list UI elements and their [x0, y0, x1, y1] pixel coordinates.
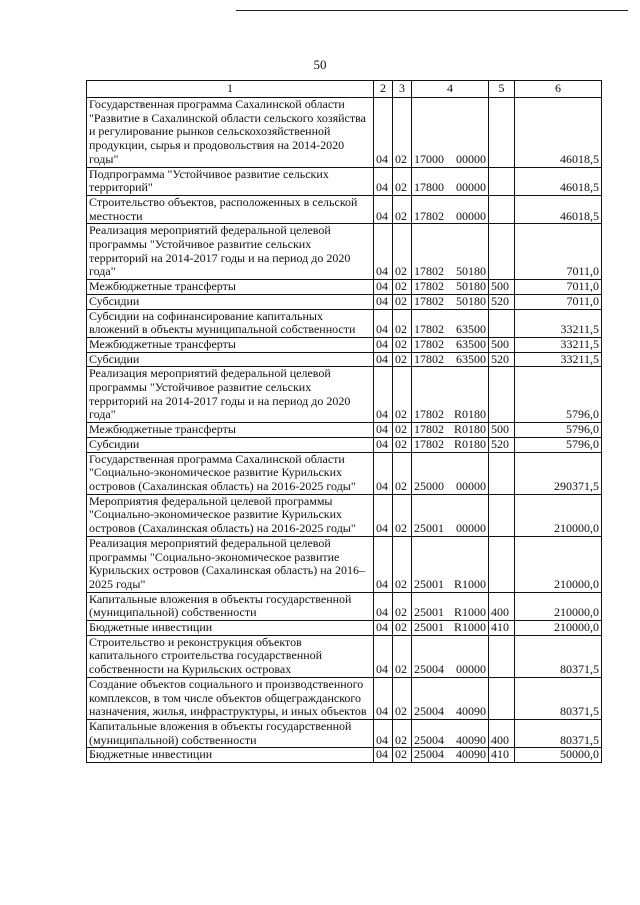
cell-name: Бюджетные инвестиции [87, 748, 374, 763]
cell-target-code [412, 195, 489, 223]
cell-expense-type [489, 452, 515, 494]
cell-target-code [412, 98, 489, 168]
col-header-3: 3 [393, 81, 412, 98]
cell-rz: 04 [374, 352, 393, 367]
cell-amount: 33211,5 [515, 309, 602, 337]
cell-rz: 04 [374, 337, 393, 352]
cell-target-code [412, 592, 489, 620]
cell-expense-type: 520 [489, 294, 515, 309]
cell-rz: 04 [374, 195, 393, 223]
cell-target-code [412, 337, 489, 352]
cell-target-code-part2: R1000 [453, 620, 486, 635]
table-row [87, 337, 602, 352]
cell-target-code-part2: 40090 [456, 732, 486, 747]
col-header-2: 2 [374, 81, 393, 98]
table-row [87, 677, 602, 719]
cell-amount: 210000,0 [515, 536, 602, 592]
cell-name: Субсидии [87, 294, 374, 309]
cell-expense-type [489, 635, 515, 677]
cell-pr: 02 [393, 635, 412, 677]
cell-pr: 02 [393, 677, 412, 719]
table-row [87, 352, 602, 367]
table-row [87, 367, 602, 423]
cell-amount: 80371,5 [515, 635, 602, 677]
cell-pr: 02 [393, 337, 412, 352]
cell-target-code [412, 677, 489, 719]
cell-target-code [412, 635, 489, 677]
cell-target-code-part1: 25004 [414, 662, 444, 677]
cell-amount: 80371,5 [515, 719, 602, 747]
cell-target-code [412, 452, 489, 494]
cell-target-code [412, 224, 489, 280]
cell-amount: 33211,5 [515, 337, 602, 352]
cell-pr: 02 [393, 592, 412, 620]
col-header-1: 1 [87, 81, 374, 98]
cell-amount: 80371,5 [515, 677, 602, 719]
cell-amount: 7011,0 [515, 280, 602, 295]
cell-pr: 02 [393, 352, 412, 367]
cell-amount: 7011,0 [515, 294, 602, 309]
table-row [87, 423, 602, 438]
cell-amount: 210000,0 [515, 592, 602, 620]
cell-name: Межбюджетные трансферты [87, 280, 374, 295]
cell-target-code-part2: 00000 [456, 151, 486, 166]
cell-pr: 02 [393, 367, 412, 423]
cell-pr: 02 [393, 621, 412, 636]
cell-amount: 50000,0 [515, 748, 602, 763]
cell-pr: 02 [393, 98, 412, 168]
cell-name: Бюджетные инвестиции [87, 621, 374, 636]
cell-rz: 04 [374, 98, 393, 168]
cell-target-code-part2: 00000 [456, 478, 486, 493]
cell-target-code-part1: 25004 [414, 732, 444, 747]
cell-target-code-part2: R1000 [453, 576, 486, 591]
table-row [87, 98, 602, 168]
cell-amount: 46018,5 [515, 195, 602, 223]
cell-expense-type: 500 [489, 280, 515, 295]
cell-expense-type [489, 98, 515, 168]
cell-amount: 33211,5 [515, 352, 602, 367]
cell-pr: 02 [393, 195, 412, 223]
table-row [87, 536, 602, 592]
cell-pr: 02 [393, 309, 412, 337]
cell-target-code-part2: 00000 [456, 208, 486, 223]
cell-name: Межбюджетные трансферты [87, 337, 374, 352]
cell-expense-type [489, 224, 515, 280]
cell-target-code-part1: 17802 [414, 336, 444, 351]
cell-pr: 02 [393, 452, 412, 494]
cell-rz: 04 [374, 677, 393, 719]
cell-amount: 210000,0 [515, 621, 602, 636]
table-row [87, 294, 602, 309]
table-body [87, 98, 602, 763]
cell-expense-type: 500 [489, 423, 515, 438]
cell-name: Субсидии [87, 437, 374, 452]
cell-rz: 04 [374, 592, 393, 620]
cell-expense-type: 410 [489, 748, 515, 763]
cell-pr: 02 [393, 423, 412, 438]
cell-rz: 04 [374, 621, 393, 636]
cell-amount: 5796,0 [515, 367, 602, 423]
cell-target-code [412, 494, 489, 536]
table-row [87, 748, 602, 763]
cell-name: Субсидии [87, 352, 374, 367]
cell-rz: 04 [374, 536, 393, 592]
page-number: 50 [313, 57, 327, 72]
cell-target-code-part2: R0180 [453, 422, 486, 437]
cell-name: Реализация мероприятий федеральной целевой программы "Устойчивое развитие сельских территорий на 2014-2017 годы и на период до 2020 года" [87, 224, 374, 280]
header-row [87, 81, 602, 98]
cell-target-code [412, 309, 489, 337]
cell-target-code-part1: 17802 [414, 322, 444, 337]
cell-name: Межбюджетные трансферты [87, 423, 374, 438]
cell-amount: 46018,5 [515, 98, 602, 168]
cell-target-code-part1: 17802 [414, 436, 444, 451]
cell-name: Строительство и реконструкция объектов капитального строительства государственной собственности на Курильских островах [87, 635, 374, 677]
table-row [87, 195, 602, 223]
cell-target-code-part1: 17802 [414, 407, 444, 422]
cell-target-code [412, 719, 489, 747]
cell-rz: 04 [374, 280, 393, 295]
cell-target-code-part2: R1000 [453, 605, 486, 620]
cell-amount: 5796,0 [515, 423, 602, 438]
cell-expense-type: 410 [489, 621, 515, 636]
table-row [87, 280, 602, 295]
cell-rz: 04 [374, 294, 393, 309]
cell-target-code [412, 294, 489, 309]
cell-target-code-part2: 63500 [456, 351, 486, 366]
cell-target-code-part1: 17802 [414, 279, 444, 294]
budget-table [86, 80, 602, 763]
cell-target-code-part2: 50180 [456, 279, 486, 294]
cell-rz: 04 [374, 367, 393, 423]
cell-target-code-part2: 50180 [456, 293, 486, 308]
cell-amount: 46018,5 [515, 167, 602, 195]
cell-rz: 04 [374, 423, 393, 438]
cell-pr: 02 [393, 294, 412, 309]
cell-expense-type [489, 167, 515, 195]
cell-target-code-part2: 63500 [456, 322, 486, 337]
cell-expense-type: 520 [489, 352, 515, 367]
table-row [87, 494, 602, 536]
table-row [87, 621, 602, 636]
cell-expense-type [489, 494, 515, 536]
cell-rz: 04 [374, 748, 393, 763]
cell-rz: 04 [374, 494, 393, 536]
cell-rz: 04 [374, 452, 393, 494]
cell-name: Мероприятия федеральной целевой программы "Социально-экономическое развитие Курильских островов (Сахалинская область) на 2016-2025 годы" [87, 494, 374, 536]
cell-amount: 5796,0 [515, 437, 602, 452]
cell-target-code-part2: 50180 [456, 264, 486, 279]
cell-rz: 04 [374, 167, 393, 195]
cell-target-code [412, 536, 489, 592]
cell-target-code [412, 352, 489, 367]
cell-expense-type [489, 536, 515, 592]
table-row [87, 719, 602, 747]
cell-target-code-part1: 25001 [414, 605, 444, 620]
cell-target-code [412, 437, 489, 452]
cell-name: Субсидии на софинансирование капитальных вложений в объекты муниципальной собственности [87, 309, 374, 337]
table-row [87, 167, 602, 195]
cell-target-code-part1: 25001 [414, 620, 444, 635]
table-row [87, 309, 602, 337]
cell-target-code-part2: 00000 [456, 521, 486, 536]
cell-expense-type [489, 195, 515, 223]
cell-target-code [412, 367, 489, 423]
table-row [87, 224, 602, 280]
cell-target-code-part2: R0180 [453, 436, 486, 451]
cell-name: Создание объектов социального и производственного комплексов, в том числе объектов общегражданского назначения, жилья, инфраструктуры, и иных объектов [87, 677, 374, 719]
cell-target-code [412, 621, 489, 636]
cell-pr: 02 [393, 280, 412, 295]
cell-target-code-part2: 00000 [456, 180, 486, 195]
cell-target-code-part1: 25000 [414, 478, 444, 493]
cell-expense-type [489, 309, 515, 337]
cell-pr: 02 [393, 719, 412, 747]
cell-pr: 02 [393, 494, 412, 536]
cell-name: Строительство объектов, расположенных в сельской местности [87, 195, 374, 223]
cell-target-code-part1: 17800 [414, 180, 444, 195]
col-header-5: 5 [489, 81, 515, 98]
table-row [87, 437, 602, 452]
cell-rz: 04 [374, 719, 393, 747]
cell-pr: 02 [393, 536, 412, 592]
top-rule [236, 10, 628, 11]
cell-target-code-part2: 00000 [456, 662, 486, 677]
cell-expense-type: 520 [489, 437, 515, 452]
cell-target-code [412, 748, 489, 763]
cell-rz: 04 [374, 437, 393, 452]
cell-target-code [412, 280, 489, 295]
cell-expense-type: 400 [489, 592, 515, 620]
cell-target-code-part1: 17802 [414, 293, 444, 308]
cell-target-code-part1: 25001 [414, 576, 444, 591]
cell-name: Капитальные вложения в объекты государственной (муниципальной) собственности [87, 719, 374, 747]
table-row [87, 635, 602, 677]
cell-pr: 02 [393, 167, 412, 195]
cell-target-code [412, 423, 489, 438]
cell-rz: 04 [374, 224, 393, 280]
table-row [87, 452, 602, 494]
cell-target-code-part2: 40090 [456, 704, 486, 719]
cell-target-code-part1: 25004 [414, 747, 444, 762]
cell-target-code-part2: R0180 [453, 407, 486, 422]
cell-pr: 02 [393, 748, 412, 763]
cell-expense-type: 500 [489, 337, 515, 352]
cell-expense-type [489, 367, 515, 423]
cell-name: Государственная программа Сахалинской области "Развитие в Сахалинской области сельского хозяйства и регулирование рынков сельскохозяйственной продукции, сырья и продовольствия на 2014-2020 годы" [87, 98, 374, 168]
cell-expense-type [489, 677, 515, 719]
cell-rz: 04 [374, 309, 393, 337]
cell-name: Государственная программа Сахалинской области "Социально-экономическое развитие Курильских островов (Сахалинская область) на 2016-2025 годы" [87, 452, 374, 494]
cell-target-code-part2: 63500 [456, 336, 486, 351]
cell-rz: 04 [374, 635, 393, 677]
cell-expense-type: 400 [489, 719, 515, 747]
table-row [87, 592, 602, 620]
cell-target-code-part1: 17802 [414, 351, 444, 366]
cell-name: Капитальные вложения в объекты государственной (муниципальной) собственности [87, 592, 374, 620]
col-header-4: 4 [412, 81, 489, 98]
cell-name: Подпрограмма "Устойчивое развитие сельских территорий" [87, 167, 374, 195]
cell-amount: 7011,0 [515, 224, 602, 280]
cell-amount: 210000,0 [515, 494, 602, 536]
col-header-6: 6 [515, 81, 602, 98]
cell-target-code [412, 167, 489, 195]
cell-target-code-part1: 17802 [414, 208, 444, 223]
cell-name: Реализация мероприятий федеральной целевой программы "Социально-экономическое развитие Курильских островов (Сахалинская область) на 2016–2025 годы" [87, 536, 374, 592]
cell-target-code-part1: 25004 [414, 704, 444, 719]
cell-target-code-part1: 17802 [414, 264, 444, 279]
cell-name: Реализация мероприятий федеральной целевой программы "Устойчивое развитие сельских территорий на 2014-2017 годы и на период до 2020 года" [87, 367, 374, 423]
cell-amount: 290371,5 [515, 452, 602, 494]
cell-target-code-part2: 40090 [456, 747, 486, 762]
cell-target-code-part1: 25001 [414, 521, 444, 536]
cell-target-code-part1: 17000 [414, 151, 444, 166]
cell-target-code-part1: 17802 [414, 422, 444, 437]
cell-pr: 02 [393, 437, 412, 452]
cell-pr: 02 [393, 224, 412, 280]
